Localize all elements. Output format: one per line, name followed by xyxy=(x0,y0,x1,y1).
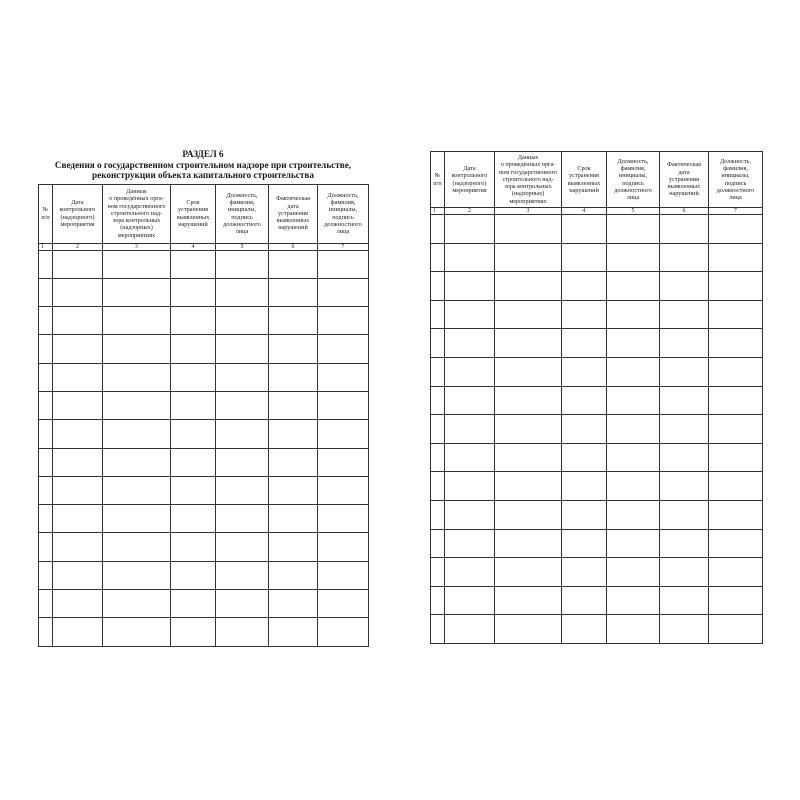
table-cell xyxy=(318,335,369,363)
table-cell xyxy=(53,533,103,561)
table-cell xyxy=(269,363,318,391)
table-row xyxy=(39,476,369,504)
table-cell xyxy=(431,215,445,244)
table-cell xyxy=(562,215,607,244)
table-cell xyxy=(269,250,318,278)
table-row xyxy=(39,363,369,391)
table-cell xyxy=(660,300,709,329)
column-number-row xyxy=(39,243,369,250)
column-header-label: Данные о проведённых орга- ном государственного строительного над- зора контрольных (надзорных) мероприятиях xyxy=(498,154,557,205)
table-cell xyxy=(495,529,562,558)
table-cell xyxy=(53,391,103,419)
table-cell xyxy=(318,307,369,335)
table-cell xyxy=(607,300,660,329)
table-cell xyxy=(431,272,445,301)
table-cell xyxy=(103,278,171,306)
table-row xyxy=(431,243,763,272)
table-cell xyxy=(39,307,53,335)
table-cell xyxy=(431,500,445,529)
column-number: 4 xyxy=(171,243,216,250)
table-cell xyxy=(709,386,763,415)
table-cell xyxy=(171,391,216,419)
table-cell xyxy=(39,590,53,618)
table-cell xyxy=(660,272,709,301)
column-number: 1 xyxy=(431,208,445,215)
table-cell xyxy=(607,415,660,444)
column-header xyxy=(431,152,445,208)
table-cell xyxy=(216,335,269,363)
column-header xyxy=(53,184,103,243)
column-number: 5 xyxy=(216,243,269,250)
column-header xyxy=(318,184,369,243)
table-row xyxy=(431,443,763,472)
table-cell xyxy=(53,590,103,618)
table-cell xyxy=(709,357,763,386)
table-row xyxy=(431,215,763,244)
table-cell xyxy=(431,586,445,615)
table-cell xyxy=(495,272,562,301)
section-heading xyxy=(38,149,368,181)
table-cell xyxy=(318,476,369,504)
table-cell xyxy=(562,243,607,272)
column-number: 7 xyxy=(318,243,369,250)
table-cell xyxy=(269,335,318,363)
column-header-label: Должность, фамилия, инициалы, подпись должностного лица xyxy=(223,191,261,235)
table-cell xyxy=(431,357,445,386)
table-cell xyxy=(318,618,369,646)
table-cell xyxy=(39,505,53,533)
column-header-label: Срок устранения выявленных нарушений xyxy=(176,199,210,228)
table-cell xyxy=(431,558,445,587)
left-register-body xyxy=(39,184,369,646)
table-row xyxy=(39,278,369,306)
table-cell xyxy=(709,215,763,244)
section-subtitle-line-1: Сведения о государственном строительном надзоре при строительстве, xyxy=(54,159,352,170)
section-title: РАЗДЕЛ 6 xyxy=(182,149,224,159)
table-cell xyxy=(39,335,53,363)
column-header xyxy=(216,184,269,243)
table-cell xyxy=(562,500,607,529)
table-cell xyxy=(269,590,318,618)
table-cell xyxy=(431,300,445,329)
column-header xyxy=(495,152,562,208)
table-cell xyxy=(607,586,660,615)
table-cell xyxy=(39,391,53,419)
table-cell xyxy=(269,307,318,335)
table-cell xyxy=(445,472,495,501)
left-register-table xyxy=(38,184,369,647)
table-cell xyxy=(709,558,763,587)
table-cell xyxy=(607,272,660,301)
column-header-label: Дата контрольного (надзорного) мероприятия xyxy=(451,165,488,194)
column-header xyxy=(103,184,171,243)
table-cell xyxy=(495,386,562,415)
table-cell xyxy=(39,363,53,391)
table-row xyxy=(431,386,763,415)
table-row xyxy=(39,618,369,646)
table-row xyxy=(431,300,763,329)
table-cell xyxy=(103,335,171,363)
section-subtitle-line-2: реконструкции объекта капитального строительства xyxy=(92,170,314,180)
table-cell xyxy=(660,386,709,415)
table-cell xyxy=(216,307,269,335)
table-cell xyxy=(103,363,171,391)
table-row xyxy=(39,533,369,561)
table-cell xyxy=(562,529,607,558)
table-cell xyxy=(660,586,709,615)
table-row xyxy=(39,448,369,476)
table-cell xyxy=(431,615,445,644)
table-cell xyxy=(607,443,660,472)
table-cell xyxy=(216,618,269,646)
table-cell xyxy=(660,243,709,272)
table-cell xyxy=(103,476,171,504)
right-register-body xyxy=(431,152,763,644)
header-row xyxy=(431,152,763,208)
table-cell xyxy=(660,215,709,244)
table-cell xyxy=(562,443,607,472)
table-cell xyxy=(562,357,607,386)
column-number: 7 xyxy=(709,208,763,215)
table-cell xyxy=(445,529,495,558)
table-row xyxy=(431,586,763,615)
table-cell xyxy=(171,250,216,278)
column-number: 5 xyxy=(607,208,660,215)
table-row xyxy=(431,329,763,358)
table-row xyxy=(39,335,369,363)
table-cell xyxy=(53,476,103,504)
table-row xyxy=(39,505,369,533)
table-cell xyxy=(495,472,562,501)
table-cell xyxy=(445,329,495,358)
table-cell xyxy=(103,590,171,618)
column-number: 2 xyxy=(445,208,495,215)
column-header-label: № п/п xyxy=(41,206,50,221)
table-cell xyxy=(216,420,269,448)
table-cell xyxy=(709,615,763,644)
table-cell xyxy=(562,586,607,615)
table-row xyxy=(39,391,369,419)
table-cell xyxy=(495,558,562,587)
left-page xyxy=(38,149,368,647)
table-cell xyxy=(562,329,607,358)
table-cell xyxy=(607,215,660,244)
table-cell xyxy=(216,448,269,476)
table-cell xyxy=(269,420,318,448)
table-cell xyxy=(709,586,763,615)
table-cell xyxy=(269,391,318,419)
table-cell xyxy=(709,243,763,272)
column-header xyxy=(660,152,709,208)
table-cell xyxy=(495,500,562,529)
table-cell xyxy=(495,415,562,444)
table-cell xyxy=(171,561,216,589)
table-row xyxy=(431,529,763,558)
table-cell xyxy=(318,363,369,391)
table-cell xyxy=(53,335,103,363)
column-header-label: Фактическая дата устранения выявленных нарушений xyxy=(667,161,701,198)
table-cell xyxy=(495,615,562,644)
column-header-label: Дата контрольного (надзорного) мероприятия xyxy=(59,199,96,228)
table-cell xyxy=(171,505,216,533)
right-page xyxy=(430,151,762,644)
column-header-label: Данные о проведённых орга- ном государственного строительного над- зора контрольных (надзорных) мероприятиях xyxy=(107,188,166,239)
table-cell xyxy=(445,386,495,415)
table-cell xyxy=(216,278,269,306)
table-cell xyxy=(103,448,171,476)
table-cell xyxy=(103,505,171,533)
table-cell xyxy=(39,278,53,306)
table-cell xyxy=(562,300,607,329)
table-cell xyxy=(53,250,103,278)
table-cell xyxy=(103,618,171,646)
table-cell xyxy=(431,243,445,272)
table-cell xyxy=(53,420,103,448)
table-cell xyxy=(269,561,318,589)
table-cell xyxy=(171,533,216,561)
table-row xyxy=(39,420,369,448)
table-cell xyxy=(709,443,763,472)
table-cell xyxy=(562,386,607,415)
table-cell xyxy=(607,243,660,272)
column-number: 6 xyxy=(269,243,318,250)
column-header xyxy=(171,184,216,243)
table-cell xyxy=(431,329,445,358)
column-header-label: Должность, фамилия, инициалы, подпись должностного лица xyxy=(324,191,362,235)
column-header xyxy=(269,184,318,243)
table-cell xyxy=(445,558,495,587)
table-cell xyxy=(607,472,660,501)
table-cell xyxy=(216,561,269,589)
table-cell xyxy=(431,443,445,472)
table-cell xyxy=(318,590,369,618)
table-cell xyxy=(445,357,495,386)
table-row xyxy=(39,307,369,335)
table-cell xyxy=(709,415,763,444)
column-number: 2 xyxy=(53,243,103,250)
table-row xyxy=(39,250,369,278)
table-cell xyxy=(431,529,445,558)
table-cell xyxy=(445,300,495,329)
table-row xyxy=(431,558,763,587)
table-cell xyxy=(445,415,495,444)
column-header-label: Должность, фамилия, инициалы, подпись должностного лица xyxy=(614,157,652,201)
column-number: 6 xyxy=(660,208,709,215)
table-cell xyxy=(709,529,763,558)
table-cell xyxy=(709,472,763,501)
table-cell xyxy=(171,590,216,618)
table-cell xyxy=(39,533,53,561)
table-cell xyxy=(216,533,269,561)
table-cell xyxy=(318,420,369,448)
table-cell xyxy=(171,307,216,335)
table-row xyxy=(39,590,369,618)
table-cell xyxy=(216,363,269,391)
table-cell xyxy=(660,558,709,587)
table-cell xyxy=(495,215,562,244)
column-header xyxy=(445,152,495,208)
table-cell xyxy=(171,476,216,504)
table-cell xyxy=(607,386,660,415)
table-cell xyxy=(216,476,269,504)
header-row xyxy=(39,184,369,243)
table-cell xyxy=(171,420,216,448)
table-cell xyxy=(103,533,171,561)
column-number: 3 xyxy=(103,243,171,250)
table-cell xyxy=(53,561,103,589)
table-row xyxy=(431,500,763,529)
table-cell xyxy=(39,448,53,476)
table-cell xyxy=(216,590,269,618)
table-cell xyxy=(103,307,171,335)
table-cell xyxy=(431,415,445,444)
table-cell xyxy=(269,505,318,533)
table-cell xyxy=(39,250,53,278)
table-cell xyxy=(171,278,216,306)
table-row xyxy=(431,615,763,644)
table-cell xyxy=(709,329,763,358)
table-cell xyxy=(171,448,216,476)
table-cell xyxy=(53,618,103,646)
table-row xyxy=(431,415,763,444)
table-cell xyxy=(445,586,495,615)
table-cell xyxy=(171,363,216,391)
table-cell xyxy=(318,505,369,533)
table-row xyxy=(431,272,763,301)
table-cell xyxy=(660,443,709,472)
table-cell xyxy=(103,391,171,419)
table-cell xyxy=(53,363,103,391)
table-cell xyxy=(445,443,495,472)
table-cell xyxy=(445,272,495,301)
table-cell xyxy=(269,448,318,476)
table-cell xyxy=(495,443,562,472)
table-row xyxy=(431,357,763,386)
table-cell xyxy=(607,558,660,587)
table-cell xyxy=(39,420,53,448)
table-cell xyxy=(269,278,318,306)
table-cell xyxy=(53,505,103,533)
table-cell xyxy=(660,357,709,386)
table-cell xyxy=(103,561,171,589)
column-header-label: Фактическая дата устранения выявленных нарушений xyxy=(276,195,310,232)
column-header xyxy=(39,184,53,243)
table-cell xyxy=(660,615,709,644)
table-cell xyxy=(53,307,103,335)
table-cell xyxy=(53,448,103,476)
table-cell xyxy=(660,472,709,501)
table-cell xyxy=(709,272,763,301)
table-cell xyxy=(171,335,216,363)
table-cell xyxy=(562,272,607,301)
table-cell xyxy=(562,558,607,587)
column-number: 3 xyxy=(495,208,562,215)
table-cell xyxy=(39,561,53,589)
table-cell xyxy=(269,618,318,646)
column-header-label: № п/п xyxy=(433,172,442,187)
table-cell xyxy=(607,615,660,644)
table-cell xyxy=(216,391,269,419)
table-cell xyxy=(495,329,562,358)
table-cell xyxy=(562,472,607,501)
table-cell xyxy=(607,357,660,386)
column-header-label: Срок устранения выявленных нарушений xyxy=(567,165,601,194)
table-cell xyxy=(171,618,216,646)
table-cell xyxy=(445,243,495,272)
table-cell xyxy=(660,415,709,444)
column-header xyxy=(607,152,660,208)
table-cell xyxy=(607,500,660,529)
table-cell xyxy=(53,278,103,306)
table-cell xyxy=(607,529,660,558)
column-number: 4 xyxy=(562,208,607,215)
table-cell xyxy=(709,500,763,529)
table-cell xyxy=(269,533,318,561)
table-cell xyxy=(495,586,562,615)
table-row xyxy=(431,472,763,501)
table-cell xyxy=(318,391,369,419)
table-cell xyxy=(607,329,660,358)
table-cell xyxy=(562,415,607,444)
right-register-table xyxy=(430,151,763,644)
table-cell xyxy=(318,533,369,561)
table-cell xyxy=(318,278,369,306)
column-header-label: Должность, фамилия, инициалы, подпись должностного лица xyxy=(716,157,755,201)
table-cell xyxy=(269,476,318,504)
table-row xyxy=(39,561,369,589)
table-cell xyxy=(431,472,445,501)
column-header xyxy=(709,152,763,208)
table-cell xyxy=(216,505,269,533)
column-number: 1 xyxy=(39,243,53,250)
table-cell xyxy=(103,250,171,278)
table-cell xyxy=(39,476,53,504)
table-cell xyxy=(495,357,562,386)
table-cell xyxy=(431,386,445,415)
table-cell xyxy=(495,243,562,272)
table-cell xyxy=(562,615,607,644)
table-cell xyxy=(445,615,495,644)
table-cell xyxy=(445,215,495,244)
table-cell xyxy=(318,561,369,589)
table-cell xyxy=(445,500,495,529)
table-cell xyxy=(216,250,269,278)
table-cell xyxy=(660,329,709,358)
table-cell xyxy=(318,250,369,278)
table-cell xyxy=(39,618,53,646)
column-header xyxy=(562,152,607,208)
table-cell xyxy=(660,500,709,529)
column-number-row xyxy=(431,208,763,215)
table-cell xyxy=(103,420,171,448)
table-cell xyxy=(709,300,763,329)
table-cell xyxy=(318,448,369,476)
table-cell xyxy=(495,300,562,329)
table-cell xyxy=(660,529,709,558)
